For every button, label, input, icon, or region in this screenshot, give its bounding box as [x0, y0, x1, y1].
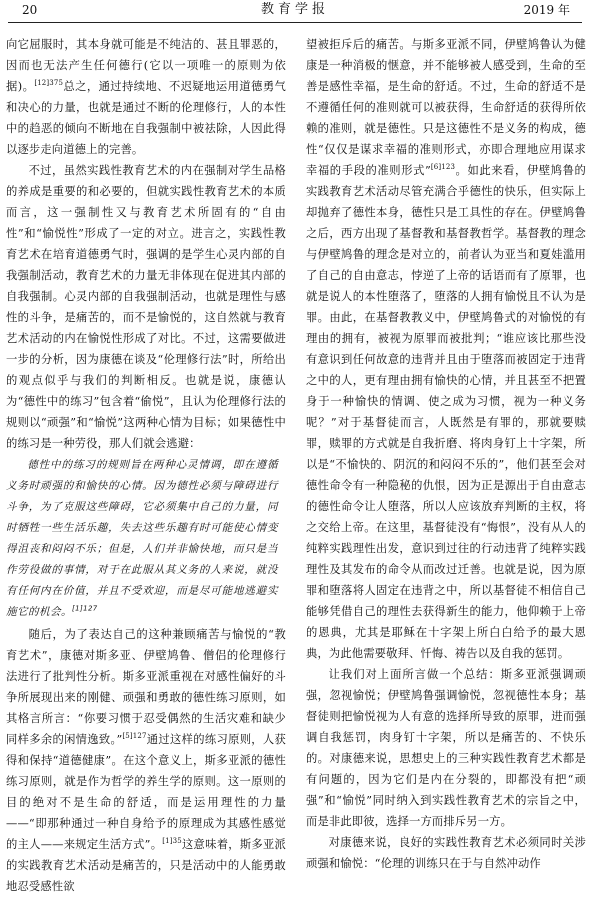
- right-column: [306, 34, 586, 874]
- citation: [1]35: [162, 837, 182, 846]
- journal-title: 教育学报: [260, 2, 329, 17]
- block-quote: 德性中的练习的规则旨在两种心灵情调，即在遵循义务时顽强的和愉快的心情。因为德性必须与障碍进行斗争，为了克服这些障碍，它必须集中自己的力量，同时牺牲一些生活乐趣，失去这些乐趣有时可能使心情变得沮丧和闷闷不乐；但是，人们并非愉快地，而只是当作劳役做的事情，对于在此服从其义务的人来说，就没有任何内在价值，并且不受欢迎，而是尽可能地逃避实施它的机会。$^{[1]127}$: [6, 459, 278, 618]
- paragraph: 不过，虽然实践性教育艺术的内在强制对学生品格的养成是重要的和必要的，但就实践性教育艺术的本质而言，这一强制性又与教育艺术所固有的“自由性”和“愉悦性”形成了一定的对立。进言之，实践性教育艺术在培育道德勇气时，强调的是学生心灵内部的自我强制活动，教育艺术的力量无非体现在促进其内部的自我强制。心灵内部的自我强制活动，也就是理性与感性的斗争，是痛苦的，而不是愉悦的，这自然就与教育艺术活动的内在愉悦性形成了对比。不过，这需要做进一步的分析，因为康德在谈及“伦理修行法”时，所给出的观点似乎与我们的判断相反。也就是说，康德认为“德性中的练习”包含着“偷悦”，且认为伦理修行法的规则以“顽强”和“愉悦”这两种心情为目标；如果德性中的练习是一种劳役，那人们就会逃避：: [6, 164, 286, 450]
- paragraph: 让我们对上面所言做一个总结：斯多亚派强调顽强，忽视愉悦；伊壁鸠鲁强调愉悦，忽视德性本身；基督徒则把愉悦视为人有意的选择所导致的原罪，进而强调自我惩罚，肉身钉十字架，所以是痛苦的、不快乐的。对康德来说，思想史上的三种实践性教育艺术都是有问题的，因为它们是内在分裂的，即都没有把“顽强”和“愉悦”同时纳入到实践性教育艺术的宗旨之中，而是非此即彼，选择一方而排斥另一方。: [306, 668, 586, 828]
- left-column: [6, 34, 286, 897]
- paragraph: 望被拒斥后的痛苦。与斯多亚派不同，伊壁鸠鲁认为健康是一种消极的惬意，并不能够被人感受到，生命的至善是感性幸福，是生命的舒适。不过，生命的舒适不是不遵循任何的准则就可以被获得，生命舒适的获得所依赖的准则，就是德性。只是这德性不是义务的构成，德性“仅仅是谋求幸福的准则形式，亦即合理地应用谋求幸福的手段的准则形式”$^{[6]123}$。如此来看，伊壁鸠鲁的实践教育艺术活动尽管充满合乎德性的快乐，但实际上却抛弃了德性本身，德性只是工具性的存在。伊壁鸠鲁之后，西方出现了基督教和基督教哲学。基督教的理念与伊壁鸠鲁的理念是对立的，前者认为亚当和夏娃滥用了自己的自由意志，悖逆了上帝的话语而有了原罪，也就是说人的本性堕落了，堕落的人拥有愉悦且不认为是罪。由此，在基督教教义中，伊壁鸠鲁式的对愉悦的有理由的拥有，被视为原罪而被批判；“谁应该比那些没有意识到任何故意的违背并且由于堕落而被固定于违背之中的人，更有理由拥有愉快的心情，并且甚至不把置身于一种愉快的情调、使之成为习惯，视为一种义务呢？”对于基督徒而言，人既然是有罪的，那就要赎罪，赎罪的方式就是自我折磨、将肉身钉上十字架，所以是“不愉快的、阴沉的和闷闷不乐的”，他们甚至会对德性命令有一种隐秘的仇恨，因为正是源出于自由意志的德性命令让人堕落，所以人应该放弃判断的主权，将之交给上帝。在这里，基督徒没有“悔恨”，没有从人的纯粹实践理性出发，意识到过往的行动违背了纯粹实践理性及其发布的命令从而改过迁善。也就是说，因为原罪和堕落将人固定在违背之中，所以基督徒不相信自己能够凭借自己的理性去获得新生的能力，他仰赖于上帝的恩典，尤其是耶稣在十字架上所白白给予的最大恩典，为此他需要敬拜、忏悔、祷告以及自我的惩罚。: [306, 38, 586, 660]
- paragraph: 对康德来说，良好的实践性教育艺术必须同时关涉顽强和愉悦：“伦理的训练只在于与自然冲动作: [306, 836, 586, 870]
- citation: [6]123: [430, 163, 456, 172]
- citation: [12]375: [34, 79, 64, 88]
- page-number: 20: [22, 3, 38, 17]
- running-header: [8, 0, 582, 23]
- citation: [1]127: [71, 604, 98, 613]
- paragraph: 随后，为了表达自己的这种兼顾痛苦与愉悦的“教育艺术”，康德对斯多亚、伊壁鸠鲁、僧侣的伦理修行法进行了批判性分析。斯多亚派重视在对感性偏好的斗争所展现出来的刚健、顽强和勇敢的德性练习原则，如其格言所言：“你要习惯于忍受偶然的生活灾难和缺少同样多余的闲情逸致。”$^{[5]127}$通过这样的练习原则，人获得和保持“道德健康”。在这个意义上，斯多亚派的德性练习原则，就是作为哲学的养生学的原则。这一原则的目的绝对不是生命的舒适，而是运用理性的力量——“即那种通过一种自身给予的原理成为其感性感觉的主人——来规定生活方式”。$^{[1]35}$这意味着，斯多亚派的实践教育艺术活动是痛苦的，只是活动中的人能勇敢地忍受感性欲: [6, 628, 286, 893]
- publication-year: 2019 年: [523, 3, 570, 17]
- citation: [5]127: [122, 732, 147, 741]
- paragraph: 向它屈服时，其本身就可能是不纯洁的、甚且罪恶的，因而也无法产生任何德行(它以一项唯一的原则为依据)。$^{[12]375}$总之，通过持续地、不迟疑地运用道德勇气和决心的力量，也就是通过不断的伦理修行，人的本性中的趋恶的倾向不断地在自我强制中被祛除，人因此得以逐步走向道德上的完善。: [6, 38, 286, 156]
